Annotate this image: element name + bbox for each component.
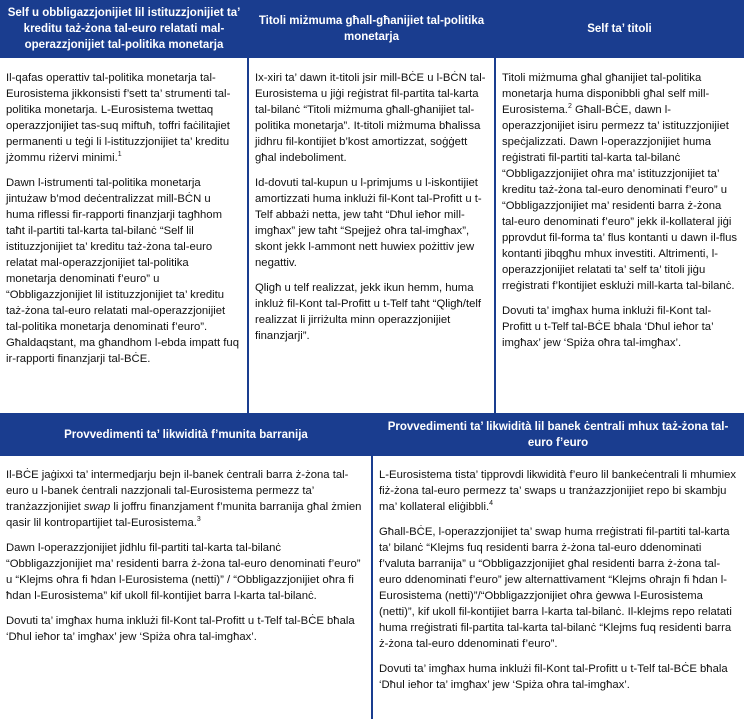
footnote-ref: 3 [196, 516, 201, 524]
paragraph: Il-qafas operattiv tal-politika monetarja tal-Eurosistema jikkonsisti f’sett ta’ strumenti tal-politika monetarja. L-Eurosistema twettaq operazzjonijiet tas-suq miftuħ, toffri faċilitajiet permanenti u teġi li l-istituzzjonijiet ta’ kreditu jżommu riżervi minimi.$^1$ [6, 72, 231, 164]
paragraph: Ix-xiri ta’ dawn it-titoli jsir mill-BĊE u l-BĊN tal-Eurosistema u jiġi reġistrat fil-partita tal-karta tal-bilanċ “Titoli miżmuma għall-għanijiet tal-politika monetarja”. It-titoli miżmuma bħalissa jidhru fil-kontijiet b’kost amortizzat, soġġett għal indeboliment. [255, 72, 486, 164]
paragraph: L-Eurosistema tista’ tipprovdi likwidità f’euro lil bankeċentrali li mhumiex fiż-żona tal-euro permezz ta’ swaps u tranżazzjonijiet repo bi skambju ma’ kollateral eliġibbli.$^4$ [379, 469, 737, 513]
header-text: Titoli miżmuma għall-għanijiet tal-politika monetarja [258, 15, 485, 43]
header-text: Self u obbligazzjonijiet lil istituzzjonijiet ta’ kreditu taż-żona tal-euro relatati mal-operazzjonijiet tal-politika monetarja [7, 7, 241, 51]
paragraph: Qligħ u telf realizzat, jekk ikun hemm, huma inkluż fil-Kont tal-Profitt u t-Telf taħt “Qligħ/telf realizzat li jirriżulta minn operazzjonijiet finanzjarji”. [255, 282, 482, 342]
paragraph: Dovuti ta’ imgħax huma inklużi fil-Kont tal-Profitt u t-Telf tal-BĊE bħala ‘Dħul ieħor ta’ imgħax’ jew ‘Spiża oħra tal-imgħax’. [6, 615, 355, 643]
footnote-ref: 1 [117, 151, 122, 159]
text-column-securities-held [249, 65, 494, 344]
header-securities-lending [495, 0, 744, 58]
text-column-loans [0, 65, 247, 367]
footnote-ref: 4 [489, 500, 493, 508]
header-loans-to-credit-institutions [0, 0, 248, 58]
paragraph: Dovuti ta’ imgħax huma inklużi fil-Kont tal-Profitt u t-Telf tal-BĊE bħala ‘Dħul ieħor ta’ imgħax’ jew ‘Spiża oħra tal-imgħax’. [502, 305, 714, 349]
header-text: Self ta’ titoli [587, 23, 652, 35]
paragraph: Dawn l-operazzjonijiet jidhlu fil-partiti tal-karta tal-bilanċ “Obbligazzjonijiet ma’ residenti barra ż-żona tal-euro denominati f’euro” u “Klejms oħra fi ħdan l-Eurosistema (netti)” / “Obbligazzjonijiet oħra fi ħdan l-Eurosistema” kif ukoll fil-kontijiet barra l-karta tal-bilanċ. [6, 542, 361, 602]
header-text: Provvedimenti ta’ likwidità f’munita barranija [64, 428, 308, 441]
header-securities-held [248, 0, 495, 58]
paragraph: Dawn l-istrumenti tal-politika monetarja jintużaw b’mod deċentralizzat mill-BĊN u huma riflessi fir-rapporti finanzjarji tagħhom taħt il-partiti tal-karta tal-bilanċ “Self lil istituzzjonijiet ta’ kreditu taż-żona tal-euro relatat mal-operazzjonijiet tal-politika monetarja denominati f’euro” u “Obbligazzjonijiet lil istituzzjonijiet ta’ kreditu taż-żona tal-euro relatati mal-operazzjonijiet tal-politika monetarja denominati f’euro”. Għaldaqstant, ma għandhom l-ebda impatt fuq ir-rapporti finanzjarji tal-BĊE. [6, 177, 239, 365]
text-column-foreign-currency [0, 462, 371, 645]
paragraph: Titoli miżmuma għal għanijiet tal-politika monetarja huma disponibbli għal self mill-Eurosistema.$^2$ Għall-BĊE, dawn l-operazzjonijiet isiru permezz ta’ istituzzjonijiet speċjalizzati. Dawn l-operazzjonijiet huma reġistrati fil-partiti tal-karta tal-bilanċ “Obbligazzjonijiet oħra ma’ istituzzjonijiet ta’ kreditu taż-żona tal-euro denominati f’euro” u “Obbligazzjonijiet ma’ residenti barra ż-żona tal-euro denominati f’euro” jekk il-kollateral jiġi pprovdut fil-forma ta’ flus kontanti u dawn il-flus kontanti jibqgħu mhux investiti. Altrimenti, l-operazzjonijiet relatati ta’ self ta’ titoli jiġu rreġistrati f’kontijiet esklużi mill-karta tal-bilanċ. [502, 72, 738, 292]
header-text: Provvedimenti ta’ likwidità lil banek ċentrali mhux taż-żona tal-euro f’euro [387, 420, 729, 449]
footnote-ref: 2 [567, 103, 572, 111]
header-foreign-currency-liquidity [0, 413, 372, 456]
header-euro-liquidity-non-euro-banks [372, 413, 744, 456]
paragraph: Id-dovuti tal-kupun u l-primjums u l-iskontijiet amortizzati huma inklużi fil-Kont tal-Profitt u t-Telf abbażi netta, jew taħt “Dħul ieħor mill-imgħax” jew taħt “Spejjeż oħra tal-imgħax”, skont jekk l-ammont nett huwiex pożittiv jew negattiv. [255, 177, 482, 269]
text-column-securities-lending [496, 65, 744, 351]
paragraph: Dovuti ta’ imgħax huma inklużi fil-Kont tal-Profitt u t-Telf tal-BĊE bħala ‘Dħul ieħor ta’ imgħax’ jew ‘Spiża oħra tal-imgħax’. [379, 663, 728, 691]
text-column-euro-liquidity [373, 462, 744, 693]
paragraph: Għall-BĊE, l-operazzjonijiet ta’ swap huma rreġistrati fil-partiti tal-karta ta’ bilanċ “Klejms fuq residenti barra ż-żona tal-euro ddenominati f’valuta barranija” u “Obbligazzjonijiet għal residenti barra ż-żona tal-euro ddenominati f’euro” jew alternattivament “Klejms oħrajn fi ħdan l-Eurosistema (netti)”/“Obbligazzjonijiet oħra ġewwa l-Eurosistema (netti)”, kif ukoll fil-kontijiet barra l-karta tal-bilanċ. Il-klejms repo relatati huma rreġistrati fil-partita tal-karta tal-bilanċ “Klejms fuq residenti barra ż-żona tal-euro ddenominati f’euro”. [379, 526, 732, 650]
paragraph: Il-BĊE jaġixxi ta’ intermedjarju bejn il-banek ċentrali barra ż-żona tal-euro u l-banek ċentrali nazzjonali tal-Eurosistema permezz ta’ tranżazzjonijiet swap li joffru finanzjament f’munita barranija għal żmien qasir lil kontropartijiet tal-Eurosistema.$^3$ [6, 469, 362, 529]
